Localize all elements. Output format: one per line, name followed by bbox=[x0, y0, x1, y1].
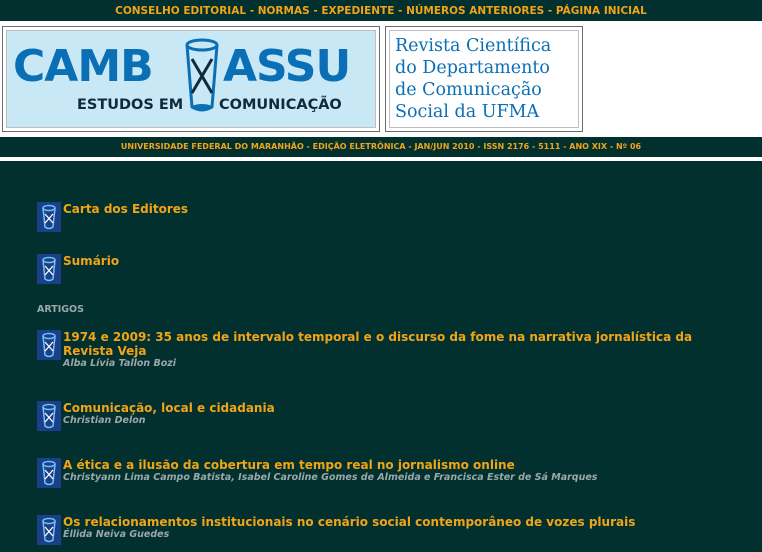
edition-info-bar: UNIVERSIDADE FEDERAL DO MARANHÃO - EDIÇÃO ELETRÔNICA - JAN/JUN 2010 - ISSN 2176 - 5111 - ANO XIX - Nº 06 bbox=[0, 137, 762, 157]
article-author: Alba Lívia Tallon Bozi bbox=[63, 358, 177, 369]
carta-dos-editores-link[interactable]: Carta dos Editores bbox=[63, 202, 189, 216]
nav-separator: - bbox=[398, 5, 403, 17]
cambassu-glass-icon bbox=[37, 515, 61, 545]
nav-conselho-editorial[interactable]: CONSELHO EDITORIAL bbox=[115, 5, 247, 17]
logo-glass-icon bbox=[183, 37, 221, 115]
revista-line: Social da UFMA bbox=[395, 102, 540, 122]
top-navigation bbox=[0, 0, 762, 21]
nav-pagina-inicial[interactable]: PÁGINA INICIAL bbox=[555, 5, 647, 17]
nav-expediente[interactable]: EXPEDIENTE bbox=[321, 5, 395, 17]
article-author: Éllida Neiva Guedes bbox=[63, 529, 170, 540]
article-author: Christian Delon bbox=[63, 415, 146, 426]
nav-separator: - bbox=[249, 5, 255, 17]
logo-subtitle-right: COMUNICAÇÃO bbox=[219, 97, 342, 113]
cambassu-glass-icon bbox=[37, 458, 61, 488]
article-title-link[interactable]: Comunicação, local e cidadania bbox=[63, 401, 275, 415]
revista-line: do Departamento bbox=[395, 58, 550, 78]
logo-subtitle-left: ESTUDOS EM bbox=[77, 97, 184, 113]
logo-word-left: CAMB bbox=[13, 41, 153, 92]
nav-normas[interactable]: NORMAS bbox=[257, 5, 310, 17]
article-title-link[interactable]: A ética e a ilusão da cobertura em tempo real no jornalismo online bbox=[63, 458, 515, 472]
cambassu-glass-icon bbox=[37, 330, 61, 360]
article-title-link[interactable]: Os relacionamentos institucionais no cenário social contemporâneo de vozes plurais bbox=[63, 515, 636, 529]
content-area bbox=[0, 161, 762, 552]
cambassu-logo[interactable] bbox=[2, 26, 380, 132]
revista-description-box bbox=[385, 26, 583, 132]
nav-separator: - bbox=[547, 5, 553, 17]
nav-numeros-anteriores[interactable]: NÚMEROS ANTERIORES bbox=[406, 5, 545, 17]
cambassu-glass-icon bbox=[37, 401, 61, 431]
cambassu-glass-icon bbox=[37, 254, 61, 284]
logo-word-right: ASSU bbox=[223, 41, 351, 92]
revista-line: de Comunicação bbox=[395, 80, 542, 100]
sumario-link[interactable]: Sumário bbox=[63, 254, 120, 268]
logo-background bbox=[6, 30, 376, 128]
revista-line: Revista Científica bbox=[395, 36, 552, 56]
section-heading-artigos: ARTIGOS bbox=[37, 304, 84, 315]
nav-separator: - bbox=[313, 5, 318, 17]
article-author: Christyann Lima Campo Batista, Isabel Caroline Gomes de Almeida e Francisca Ester de Sá Marques bbox=[63, 472, 598, 483]
cambassu-glass-icon bbox=[37, 202, 61, 232]
article-title-link[interactable]: 1974 e 2009: 35 anos de intervalo temporal e o discurso da fome na narrativa jornalística da Revista Veja bbox=[63, 330, 693, 358]
revista-inner bbox=[389, 30, 579, 128]
